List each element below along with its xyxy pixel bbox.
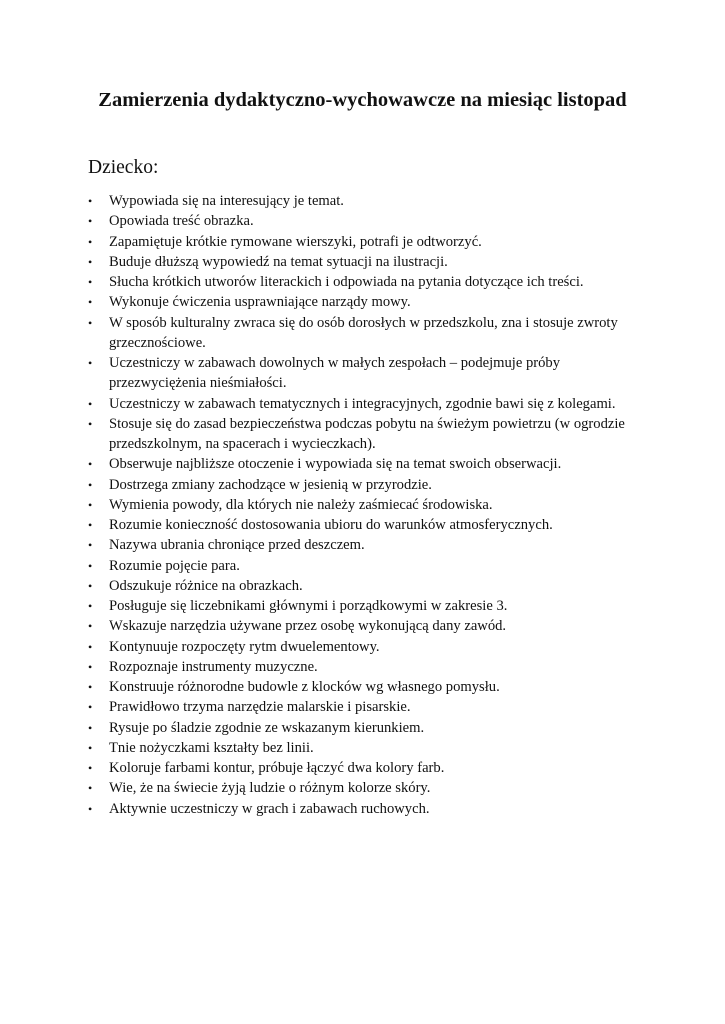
list-item	[88, 515, 640, 535]
list-item-text: Rozumie pojęcie para.	[109, 557, 240, 574]
list-item-text: Rozpoznaje instrumenty muzyczne.	[109, 658, 318, 675]
list-item-text: Odszukuje różnice na obrazkach.	[109, 577, 303, 594]
list-item	[88, 718, 640, 738]
list-item	[88, 637, 640, 657]
bullet-icon: •	[88, 578, 93, 593]
list-item	[88, 191, 640, 211]
list-item-text: Wypowiada się na interesujący je temat.	[109, 193, 344, 209]
list-item	[88, 211, 640, 231]
bullet-icon: •	[88, 477, 93, 492]
bullet-icon: •	[88, 356, 93, 370]
list-item	[88, 252, 640, 272]
list-item-text: Buduje dłuższą wypowiedź na temat sytuacji na ilustracji.	[109, 253, 448, 270]
bullet-icon: •	[88, 295, 93, 310]
bullet-icon: •	[88, 639, 93, 654]
list-item-text: Wskazuje narzędzia używane przez osobę wykonującą dany zawód.	[109, 618, 507, 635]
list-item	[88, 353, 640, 394]
bullet-icon: •	[88, 315, 93, 330]
list-item-text: Uczestniczy w zabawach tematycznych i integracyjnych, zgodnie bawi się z kolegami.	[109, 395, 616, 412]
list-item	[88, 313, 640, 354]
bullet-icon: •	[88, 558, 93, 573]
list-item	[88, 414, 640, 455]
list-item	[88, 232, 640, 252]
list-item-text: Stosuje się do zasad bezpieczeństwa podczas pobytu na świeżym powietrzu (w ogrodzie przedszkolnym, na spacerach i wycieczkach).	[109, 415, 625, 452]
list-item	[88, 535, 640, 555]
bullet-icon: •	[88, 234, 93, 249]
list-item-text: Zapamiętuje krótkie rymowane wierszyki, potrafi je odtworzyć.	[109, 233, 482, 250]
list-item-text: Wykonuje ćwiczenia usprawniające narządy mowy.	[109, 294, 411, 311]
list-item	[88, 778, 640, 798]
list-item-text: Słucha krótkich utworów literackich i odpowiada na pytania dotyczące ich treści.	[109, 274, 584, 290]
list-item	[88, 475, 640, 495]
list-item	[88, 556, 640, 576]
list-item-text: Kontynuuje rozpoczęty rytm dwuelementowy.	[109, 638, 380, 655]
bullet-icon: •	[88, 740, 93, 755]
list-item-text: Dostrzega zmiany zachodzące w jesienią w przyrodzie.	[109, 476, 432, 493]
list-item-text: Aktywnie uczestniczy w grach i zabawach ruchowych.	[109, 800, 430, 817]
list-item	[88, 292, 640, 312]
list-item-text: Wymienia powody, dla których nie należy zaśmiecać środowiska.	[109, 496, 493, 513]
list-item-text: Obserwuje najbliższe otoczenie i wypowiada się na temat swoich obserwacji.	[109, 456, 562, 473]
bullet-icon: •	[88, 599, 93, 613]
list-item-text: Posługuje się liczebnikami głównymi i porządkowymi w zakresie 3.	[109, 598, 508, 614]
bullet-icon: •	[88, 254, 93, 269]
list-item	[88, 394, 640, 414]
list-item-text: Opowiada treść obrazka.	[109, 213, 254, 230]
bullet-icon: •	[88, 194, 93, 208]
list-item	[88, 657, 640, 677]
bullet-icon: •	[88, 457, 93, 472]
bullet-icon: •	[88, 761, 93, 775]
list-item-text: Rozumie konieczność dostosowania ubioru do warunków atmosferycznych.	[109, 517, 553, 533]
list-item	[88, 495, 640, 515]
bullet-icon: •	[88, 720, 93, 735]
bullet-icon: •	[88, 416, 93, 431]
bullet-icon: •	[88, 518, 93, 532]
list-item-text: W sposób kulturalny zwraca się do osób dorosłych w przedszkolu, zna i stosuje zwroty grzecznościowe.	[109, 314, 618, 351]
list-item-text: Wie, że na świecie żyją ludzie o różnym kolorze skóry.	[109, 780, 431, 797]
list-item	[88, 799, 640, 819]
list-item	[88, 454, 640, 474]
bullet-icon: •	[88, 781, 93, 796]
list-item-text: Konstruuje różnorodne budowle z klocków wg własnego pomysłu.	[109, 679, 500, 695]
bullet-icon: •	[88, 497, 93, 512]
bullet-icon: •	[88, 396, 93, 411]
list-item	[88, 616, 640, 636]
bullet-icon: •	[88, 619, 93, 634]
list-item	[88, 596, 640, 616]
bullet-icon: •	[88, 659, 93, 674]
list-item	[88, 272, 640, 292]
list-item-text: Tnie nożyczkami kształty bez linii.	[109, 739, 314, 756]
page-title: Zamierzenia dydaktyczno-wychowawcze na miesiąc listopad	[98, 89, 627, 111]
list-item	[88, 758, 640, 778]
bullet-icon: •	[88, 801, 93, 816]
list-item	[88, 697, 640, 717]
bullet-icon: •	[88, 700, 93, 715]
bullet-icon: •	[88, 275, 93, 289]
list-item	[88, 677, 640, 697]
list-item-text: Nazywa ubrania chroniące przed deszczem.	[109, 537, 365, 554]
list-item-text: Rysuje po śladzie zgodnie ze wskazanym kierunkiem.	[109, 719, 425, 736]
list-item-text: Prawidłowo trzyma narzędzie malarskie i pisarskie.	[109, 699, 411, 716]
section-subtitle: Dziecko:	[88, 157, 159, 178]
goals-list	[88, 191, 640, 819]
list-item	[88, 576, 640, 596]
bullet-icon: •	[88, 680, 93, 694]
bullet-icon: •	[88, 214, 93, 229]
bullet-icon: •	[88, 538, 93, 553]
list-item	[88, 738, 640, 758]
list-item-text: Koloruje farbami kontur, próbuje łączyć dwa kolory farb.	[109, 760, 445, 776]
list-item-text: Uczestniczy w zabawach dowolnych w małych zespołach – podejmuje próby przezwyciężenia nieśmiałości.	[109, 355, 561, 392]
